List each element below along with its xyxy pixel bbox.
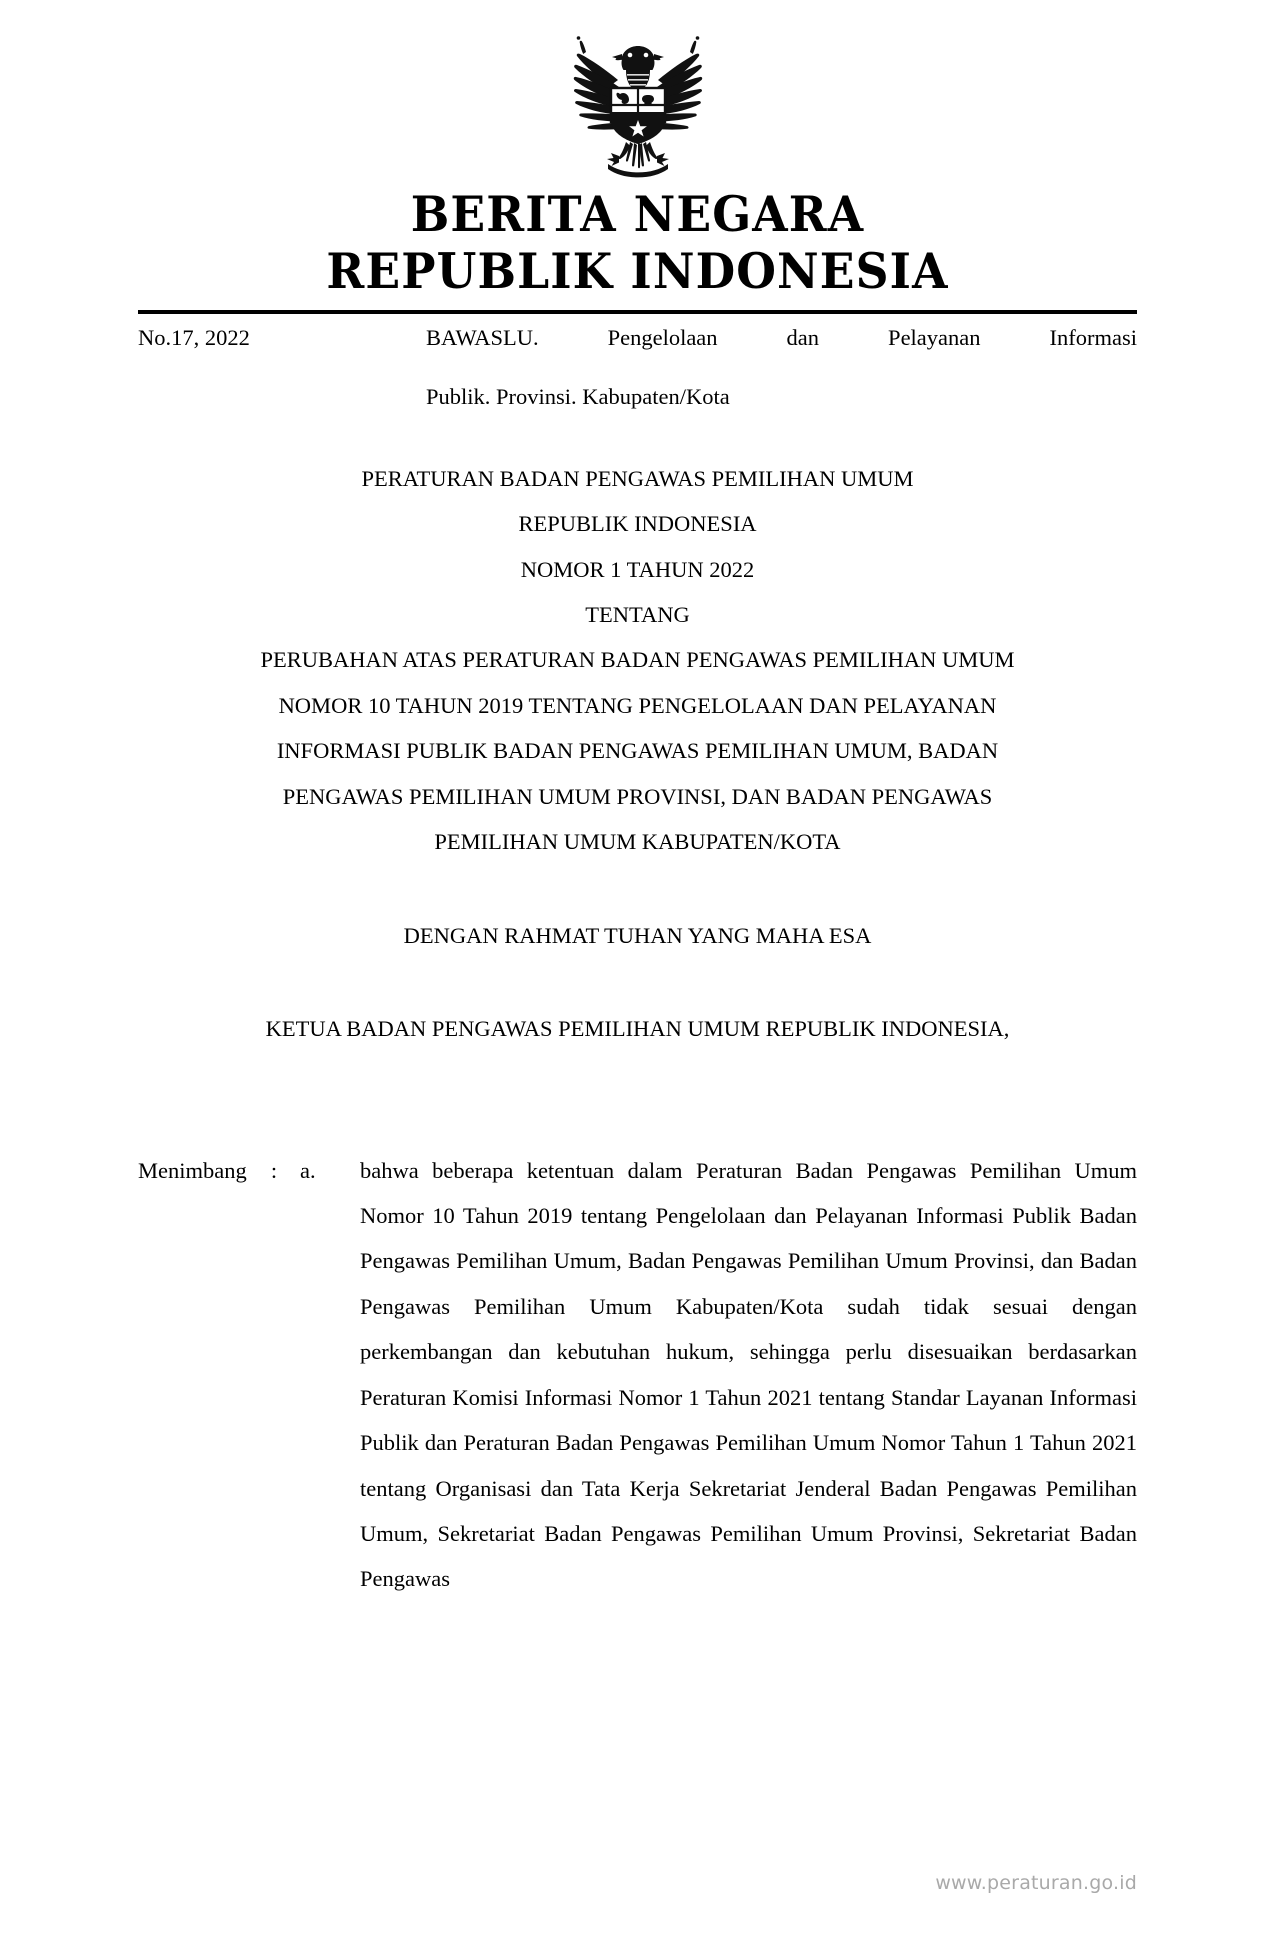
title-line-7: INFORMASI PUBLIK BADAN PENGAWAS PEMILIHAN UMUM, BADAN: [276, 738, 999, 764]
title-line-6: NOMOR 10 TAHUN 2019 TENTANG PENGELOLAAN DAN PELAYANAN: [278, 692, 997, 718]
masthead-line-1: BERITA NEGARA: [410, 185, 865, 243]
title-line-1: PERATURAN BADAN PENGAWAS PEMILIHAN UMUM: [361, 465, 914, 491]
invocation-line: DENGAN RAHMAT TUHAN YANG MAHA ESA: [403, 922, 872, 948]
considering-item-marker: a.: [300, 1157, 316, 1183]
title-line-4: TENTANG: [585, 602, 690, 628]
emblem-container: [138, 0, 1137, 178]
masthead: [173, 186, 1102, 301]
title-line-3: NOMOR 1 TAHUN 2022: [520, 556, 755, 582]
title-line-5: PERUBAHAN ATAS PERATURAN BADAN PENGAWAS PEMILIHAN UMUM: [260, 647, 1015, 673]
issue-subject: [426, 323, 1137, 412]
title-line-8: PENGAWAS PEMILIHAN UMUM PROVINSI, DAN BADAN PENGAWAS: [282, 783, 993, 809]
title-line-2: REPUBLIK INDONESIA: [518, 511, 757, 537]
considering-paragraph: bahwa beberapa ketentuan dalam Peraturan Badan Pengawas Pemilihan Umum Nomor 10 Tahun 2019 tentang Pengelolaan dan Pelayanan Informasi Publik Badan Pengawas Pemilihan Umum, Badan Pengawas Pemilihan Umum Provinsi, dan Badan Pengawas Pemilihan Umum Kabupaten/Kota sudah tidak sesuai dengan perkembangan dan kebutuhan hukum, sehingga perlu disesuaikan berdasarkan Peraturan Komisi Informasi Nomor 1 Tahun 2021 tentang Standar Layanan Informasi Publik dan Peraturan Badan Pengawas Pemilihan Umum Nomor Tahun 1 Tahun 2021 tentang Organisasi dan Tata Kerja Sekretariat Jenderal Badan Pengawas Pemilihan Umum, Sekretariat Badan Pengawas Pemilihan Umum Provinsi, Sekretariat Badan Pengawas: [360, 1157, 1137, 1592]
garuda-pancasila-emblem: [556, 30, 720, 178]
issue-number: No.17, 2022: [138, 324, 250, 350]
masthead-divider: [138, 310, 1137, 314]
signatory-line: KETUA BADAN PENGAWAS PEMILIHAN UMUM REPUBLIK INDONESIA,: [265, 1016, 1010, 1042]
issue-subject-line-2: Publik. Provinsi. Kabupaten/Kota: [426, 384, 730, 410]
issue-subject-line-1: BAWASLU. Pengelolaan dan Pelayanan Informasi: [426, 324, 1137, 350]
considering-colon: :: [270, 1157, 278, 1183]
title-line-9: PEMILIHAN UMUM KABUPATEN/KOTA: [434, 829, 841, 855]
considering-item-text: [360, 1148, 1137, 1602]
considering-label: Menimbang: [138, 1157, 247, 1183]
masthead-line-2: REPUBLIK INDONESIA: [326, 242, 949, 301]
source-watermark: www.peraturan.go.id: [935, 1872, 1137, 1894]
considering-section: [138, 1148, 1137, 1602]
regulation-title-block: [138, 456, 1137, 865]
issue-header-row: [138, 323, 1137, 412]
